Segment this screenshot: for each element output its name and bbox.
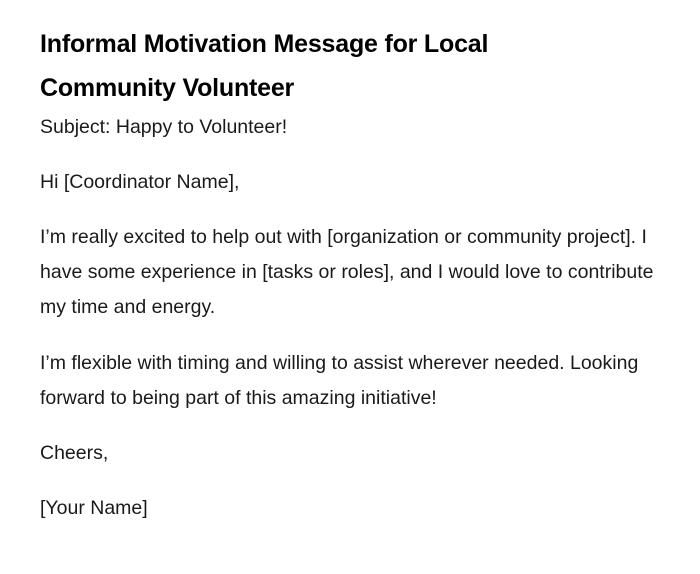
document-title [40,22,660,110]
signature: [Your Name] [40,497,148,519]
body-paragraph-1: I’m really excited to help out with [organization or community project]. I have some experience in [tasks or roles], and I would love to contribute my time and energy. [40,226,654,318]
document [40,22,660,526]
greeting: Hi [Coordinator Name], [40,171,240,193]
closing: Cheers, [40,442,109,464]
subject-line: Subject: Happy to Volunteer! [40,116,288,138]
body-paragraph-2: I’m flexible with timing and willing to assist wherever needed. Looking forward to being part of this amazing initiative! [40,352,639,409]
title-line-2: Community Volunteer [40,74,295,102]
title-line-1: Informal Motivation Message for Local [40,30,489,58]
